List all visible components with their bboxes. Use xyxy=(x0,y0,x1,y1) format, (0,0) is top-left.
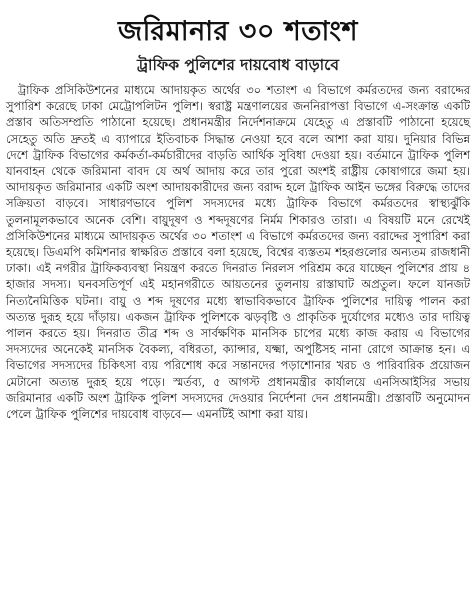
article-subheadline: ট্রাফিক পুলিশের দায়বোধ বাড়াবে xyxy=(136,56,340,74)
article-body: ট্রাফিক প্রসিকিউশনের মাধ্যমে আদায়কৃত অর্থের ৩০ শতাংশ এ বিভাগে কর্মরতদের জন্য বরাদ্দের সুপারিশ করেছে ঢাকা মেট্রোপলিটন পুলিশ। স্বরাষ্ট্র মন্ত্রণালয়ের জননিরাপত্তা বিভাগে এ-সংক্রান্ত একটি প্রস্তাব অতিসম্প্রতি পাঠানো হয়েছে। প্রধানমন্ত্রীর নির্দেশনাক্রমে যেহেতু এ প্রস্তাবটি পাঠানো হয়েছে সেহেতু অতি দ্রুতই এ ব্যাপারে ইতিবাচক সিদ্ধান্ত নেওয়া হবে বলে আশা করা যায়। দুনিয়ার বিভিন্ন দেশে ট্রাফিক বিভাগের কর্মকর্তা-কর্মচারীদের বাড়তি আর্থিক সুবিধা দেওয়া হয়। বর্তমানে ট্রাফিক পুলিশ যানবাহন থেকে জরিমানা বাবদ যে অর্থ আদায় করে তার পুরো অংশই রাষ্ট্রীয় কোষাগারে জমা হয়। আদায়কৃত জরিমানার একটি অংশ আদায়কারীদের জন্য বরাদ্দ হলে ট্রাফিক আইন ভঙ্গের বিরুদ্ধে তাদের সক্রিয়তা বাড়বে। সাধারণভাবে পুলিশ সদস্যদের মধ্যে ট্রাফিক বিভাগে কর্মরতদের স্বাস্থ্যঝুঁকি তুলনামূলকভাবে অনেক বেশি। বায়ুদূষণ ও শব্দদূষণের নির্মম শিকারও তারা। এ বিষয়টি মনে রেখেই প্রসিকিউশনের মাধ্যমে আদায়কৃত অর্থের ৩০ শতাংশ এ বিভাগে কর্মরতদের জন্য বরাদ্দের সুপারিশ করা হয়েছে। ডিএমপি কমিশনার স্বাক্ষরিত প্রস্তাবে বলা হয়েছে, বিশ্বের ব্যস্ততম শহরগুলোর অন্যতম রাজধানী ঢাকা। এই নগরীর ট্রাফিকব্যবস্থা নিয়ন্ত্রণ করতে দিনরাত নিরলস পরিশ্রম করে যাচ্ছেন পুলিশের প্রায় ৪ হাজার সদস্য। ঘনবসতিপূর্ণ এই মহানগরীতে আয়তনের তুলনায় রাস্তাঘাট অপ্রতুল। ফলে যানজট নিত্যনৈমিত্তিক ঘটনা। বায়ু ও শব্দ দূষণের মধ্যে স্বাভাবিকভাবে ট্রাফিক পুলিশের দায়িত্ব পালন করা অত্যন্ত দুরূহ হয়ে দাঁড়ায়। একজন ট্রাফিক পুলিশকে ঝড়বৃষ্টি ও প্রাকৃতিক দুর্যোগের মধ্যেও তার দায়িত্ব পালন করতে হয়। দিনরাত তীব্র শব্দ ও সার্বক্ষণিক মানসিক চাপের মধ্যে কাজ করায় এ বিভাগের সদস্যদের অনেকেই মানসিক বৈকল্য, বধিরতা, ক্যান্সার, যক্ষ্মা, অপুষ্টিসহ নানা রোগে আক্রান্ত হন। এ বিভাগের সদস্যদের চিকিৎসা ব্যয় পরিশোধ করে সন্তানদের পড়াশোনার খরচ ও পারিবারিক প্রয়োজন মেটানো অত্যন্ত দুরূহ হয়ে পড়ে। স্মর্তব্য, ৫ আগস্ট প্রধানমন্ত্রীর কার্যালয়ে এনসিআইসির সভায় জরিমানার একটি অংশ ট্রাফিক পুলিশ সদস্যদের দেওয়ার নির্দেশনা দেন প্রধানমন্ত্রী। প্রস্তাবটি অনুমোদন পেলে ট্রাফিক পুলিশের দায়বোধ বাড়বে— এমনটিই আশা করা যায়। xyxy=(6,83,470,422)
article-headline: জরিমানার ৩০ শতাংশ xyxy=(118,16,358,47)
